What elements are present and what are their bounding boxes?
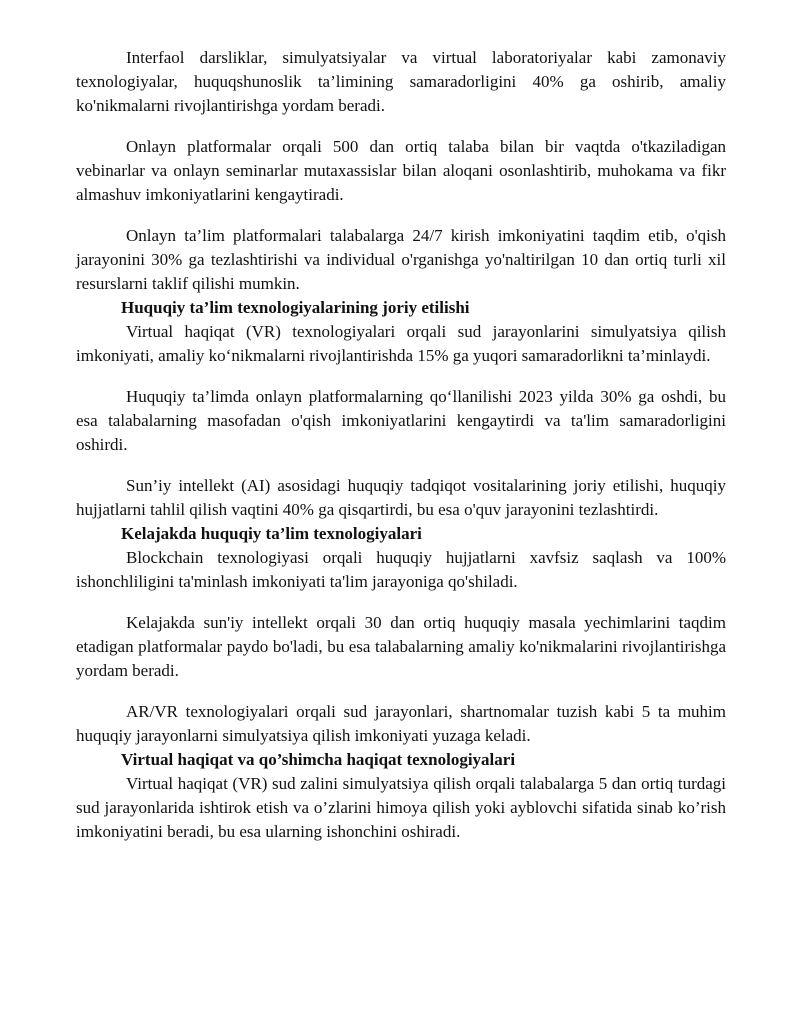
section2-paragraph-2: Kelajakda sun'iy intellekt orqali 30 dan ortiq huquqiy masala yechimlarini taqdim etadigan platformalar paydo bo'ladi, bu esa talabalarning amaliy ko'nikmalarini rivojlantirishga yordam beradi. (76, 613, 726, 680)
document-page (76, 46, 726, 844)
section1-paragraph-1: Virtual haqiqat (VR) texnologiyalari orqali sud jarayonlarini simulyatsiya qilish imkoniyati, amaliy ko‘nikmalarni rivojlantirishda 15% ga yuqori samaradorlikni ta’minlaydi. (76, 322, 726, 365)
section-heading-implementation: Huquqiy ta’lim texnologiyalarining joriy etilishi (121, 298, 470, 317)
section3-paragraph-1: Virtual haqiqat (VR) sud zalini simulyatsiya qilish orqali talabalarga 5 dan ortiq turdagi sud jarayonlarida ishtirok etish va o’zlarini himoya qilish yoki ayblovchi sifatida sinab ko’rish imkoniyatini beradi, bu esa ularning ishonchini oshiradi. (76, 774, 726, 841)
section1-paragraph-3: Sun’iy intellekt (AI) asosidagi huquqiy tadqiqot vositalarining joriy etilishi, huquqiy hujjatlarni tahlil qilish vaqtini 40% ga qisqartirdi, bu esa o'quv jarayonini tezlashtirdi. (76, 476, 726, 519)
section1-paragraph-2: Huquqiy ta’limda onlayn platformalarning qo‘llanilishi 2023 yilda 30% ga oshdi, bu esa talabalarning masofadan o'qish imkoniyatlarini kengaytirdi va ta'lim samaradorligini oshirdi. (76, 387, 726, 454)
section-heading-future: Kelajakda huquqiy ta’lim texnologiyalari (121, 524, 422, 543)
intro-paragraph-2: Onlayn platformalar orqali 500 dan ortiq talaba bilan bir vaqtda o'tkaziladigan vebinarlar va onlayn seminarlar mutaxassislar bilan aloqani osonlashtirib, muhokama va fikr almashuv imkoniyatlarini kengaytiradi. (76, 137, 726, 204)
section2-paragraph-3: AR/VR texnologiyalari orqali sud jarayonlari, shartnomalar tuzish kabi 5 ta muhim huquqiy jarayonlarni simulyatsiya qilish imkoniyati yuzaga keladi. (76, 702, 726, 745)
intro-paragraph-1: Interfaol darsliklar, simulyatsiyalar va virtual laboratoriyalar kabi zamonaviy texnologiyalar, huquqshunoslik ta’limining samaradorligini 40% ga oshirib, amaliy ko'nikmalarni rivojlantirishga yordam beradi. (76, 48, 726, 115)
intro-paragraph-3: Onlayn ta’lim platformalari talabalarga 24/7 kirish imkoniyatini taqdim etib, o'qish jarayonini 30% ga tezlashtirishi va individual o'rganishga yo'naltirilgan 10 dan ortiq turli xil resurslarni taklif qilishi mumkin. (76, 226, 726, 293)
section-heading-vr-ar: Virtual haqiqat va qo’shimcha haqiqat texnologiyalari (121, 750, 516, 769)
section2-paragraph-1: Blockchain texnologiyasi orqali huquqiy hujjatlarni xavfsiz saqlash va 100% ishonchliligini ta'minlash imkoniyati ta'lim jarayoniga qo'shiladi. (76, 548, 726, 591)
